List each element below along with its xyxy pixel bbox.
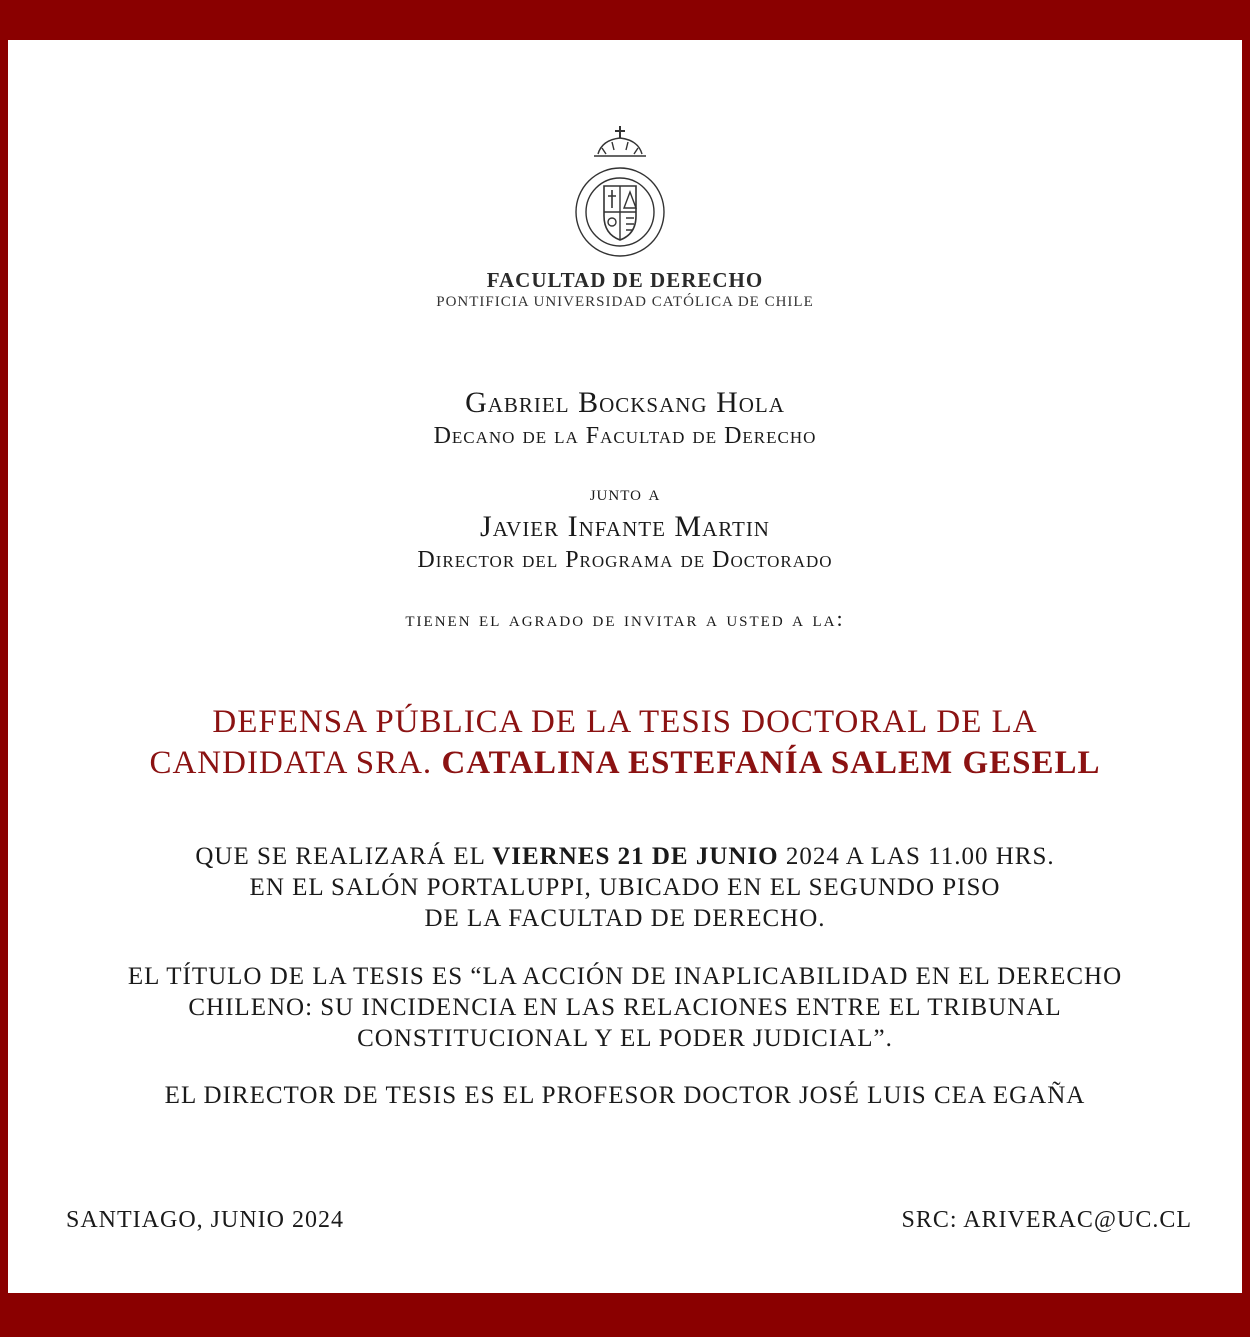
event-location-line2: DE LA FACULTAD DE DERECHO.: [424, 905, 826, 932]
event-date: VIERNES 21 DE JUNIO: [492, 843, 779, 870]
candidate-prefix: CANDIDATA SRA.: [149, 745, 442, 781]
faculty-name: FACULTAD DE DERECHO: [486, 268, 764, 292]
program-director-title: Director del Programa de Doctorado: [417, 547, 833, 573]
thesis-director: EL DIRECTOR DE TESIS ES EL PROFESOR DOCTOR JOSÉ LUIS CEA EGAÑA: [164, 1082, 1086, 1109]
event-location-line: EN EL SALÓN PORTALUPPI, UBICADO EN EL SEGUNDO PISO: [249, 874, 1001, 901]
thesis-title-line1: EL TÍTULO DE LA TESIS ES “LA ACCIÓN DE INAPLICABILIDAD EN EL DERECHO: [127, 963, 1123, 990]
connector-text: junto a: [589, 480, 661, 505]
place-date: SANTIAGO, JUNIO 2024: [66, 1207, 344, 1233]
thesis-title-line2: CHILENO: SU INCIDENCIA EN LAS RELACIONES ENTRE EL TRIBUNAL: [188, 994, 1062, 1021]
rsvp-contact: SRC: ARIVERAC@UC.CL: [901, 1207, 1192, 1233]
date-prefix: QUE SE REALIZARÁ EL: [195, 843, 493, 870]
invitation-line: tienen el agrado de invitar a usted a la:: [405, 606, 845, 631]
dean-title: Decano de la Facultad de Derecho: [433, 423, 817, 449]
thesis-title-line3: CONSTITUCIONAL Y EL PODER JUDICIAL”.: [357, 1025, 893, 1052]
university-name: PONTIFICIA UNIVERSIDAD CATÓLICA DE CHILE: [436, 294, 814, 310]
candidate-name: CATALINA ESTEFANÍA SALEM GESELL: [441, 745, 1101, 781]
dean-name: Gabriel Bocksang Hola: [465, 386, 785, 419]
university-seal-icon: [572, 124, 668, 260]
date-suffix: 2024 A LAS 11.00 HRS.: [778, 843, 1055, 870]
program-director-name: Javier Infante Martin: [480, 510, 770, 543]
event-title-line1: DEFENSA PÚBLICA DE LA TESIS DOCTORAL DE LA: [212, 704, 1038, 740]
event-title-line2: [8, 745, 1242, 782]
invitation-card: [8, 40, 1242, 1293]
event-date-line: [8, 843, 1242, 871]
